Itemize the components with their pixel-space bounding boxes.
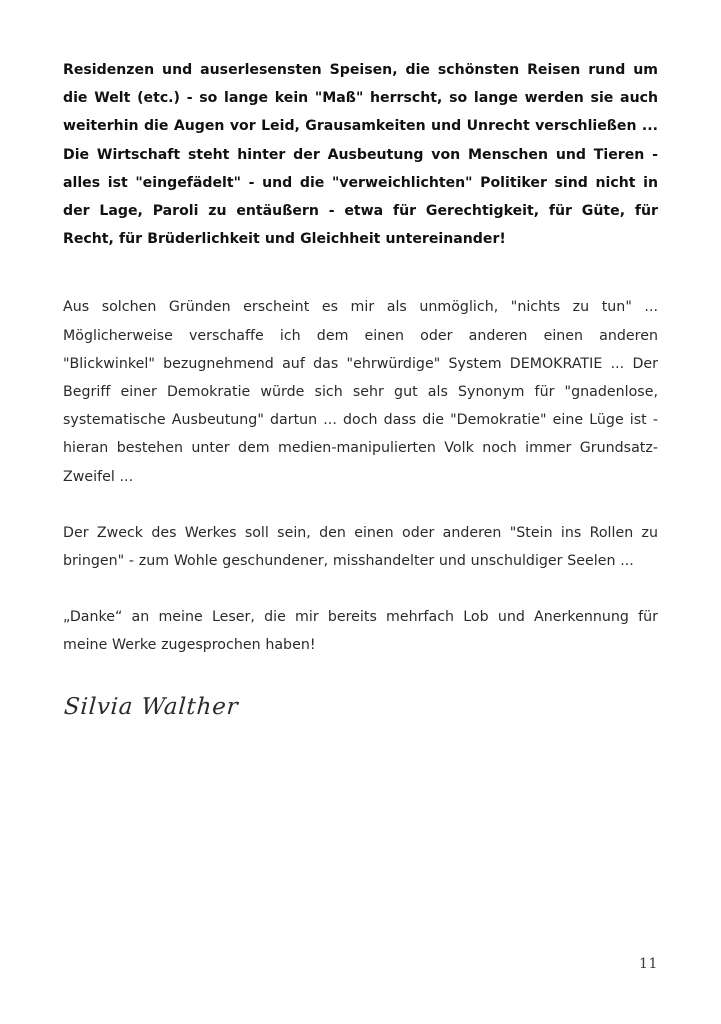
paragraph-bold-intro: Residenzen und auserlesensten Speisen, die schönsten Reisen rund um die Welt (etc.) - so lange kein "Maß" herrscht, so lange werden sie auch weiterhin die Augen vor Leid, Grausamkeiten und Unrecht verschließen ... Die Wirtschaft steht hinter der Ausbeutung von Menschen und Tieren - alles ist "eingefädelt" - und die "verweichlichten" Politiker sind nicht in der Lage, Paroli zu entäußern - etwa für Gerechtigkeit, für Güte, für Recht, für Brüderlichkeit und Gleichheit untereinander! bbox=[63, 62, 658, 248]
paragraph-thanks: „Danke“ an meine Leser, die mir bereits mehrfach Lob und Anerkennung für meine Werke zugesprochen haben! bbox=[63, 609, 658, 654]
text-column bbox=[63, 56, 658, 721]
author-signature: Silvia Walther bbox=[63, 693, 240, 720]
paragraph-purpose: Der Zweck des Werkes soll sein, den einen oder anderen "Stein ins Rollen zu bringen" - zum Wohle geschundener, misshandelter und unschuldiger Seelen ... bbox=[63, 524, 658, 570]
signature-block bbox=[63, 693, 658, 721]
paragraph-reasons: Aus solchen Gründen erscheint es mir als unmöglich, "nichts zu tun" ... Möglicherweise verschaffe ich dem einen oder anderen einen anderen "Blickwinkel" bezugnehmend auf das "ehrwürdige" System DEMOKRATIE ... Der Begriff einer Demokratie würde sich sehr gut als Synonym für "gnadenlose, systematische Ausbeutung" dartun ... doch dass die "Demokratie" eine Lüge ist - hieran bestehen unter dem medien-manipulierten Volk noch immer Grundsatz-Zweifel ... bbox=[63, 299, 658, 485]
paragraph-spacer bbox=[63, 491, 658, 519]
paragraph-spacer bbox=[63, 575, 658, 603]
paragraph-spacer bbox=[63, 253, 658, 293]
page-number: 11 bbox=[638, 956, 658, 972]
